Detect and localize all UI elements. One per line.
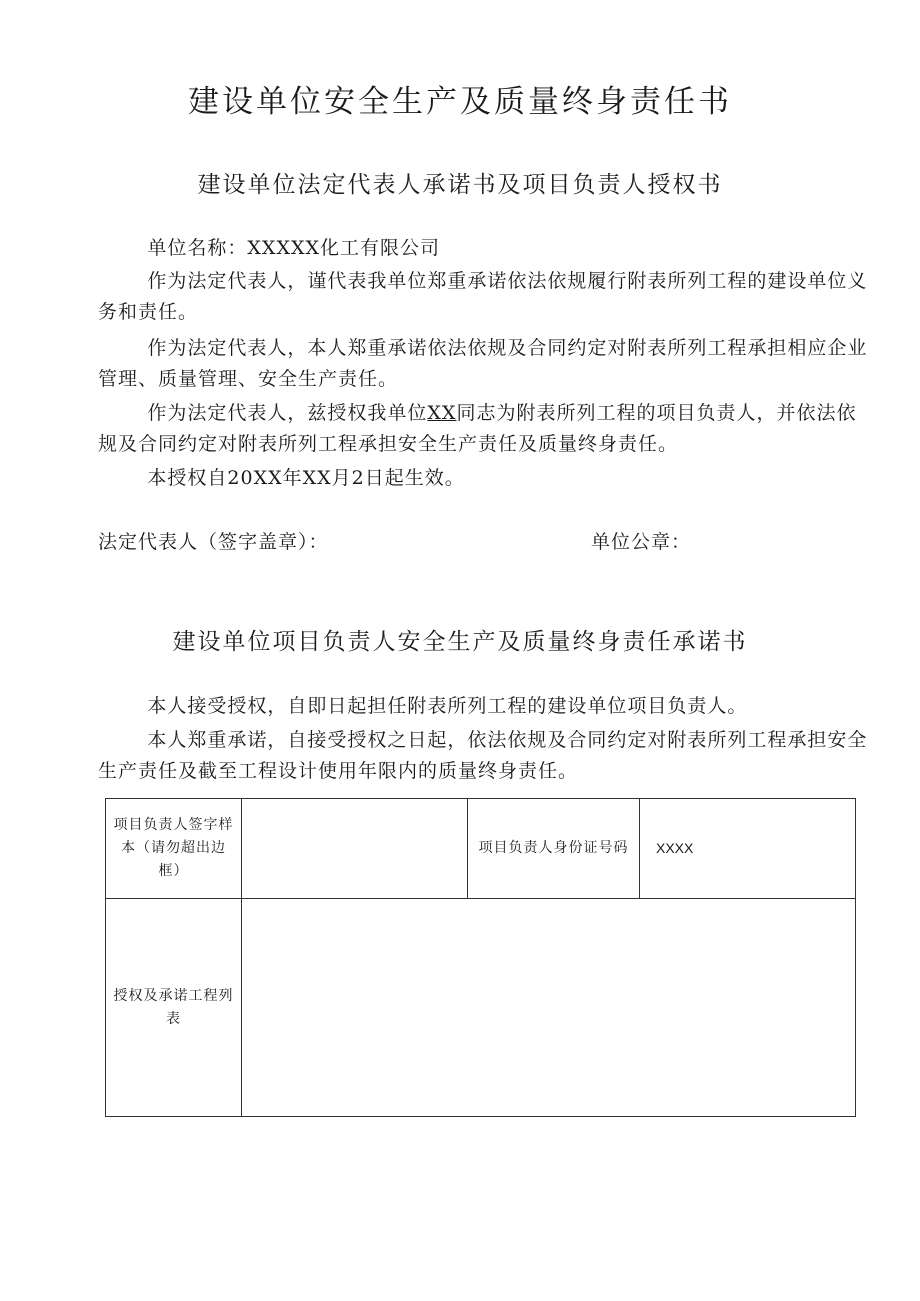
authorization-text-after: 同志为附表所列工程的项目负责人，并依法依规及合同约定对附表所列工程承担安全生产责任及质量终身责任。 [98,402,857,455]
signature-sample-field[interactable] [242,799,468,899]
signature-row [98,527,878,559]
signature-sample-label-cell [106,799,242,899]
id-number-value[interactable]: XXXX [640,799,856,899]
effective-date-paragraph: 本授权自20XX年XX月2日起生效。 [147,467,465,489]
authorization-text-before: 作为法定代表人，兹授权我单位 [147,402,428,424]
table-row [106,799,856,899]
authorized-person-name: XX [427,402,457,424]
legal-representative-signature-label: 法定代表人（签字盖章）： [98,531,329,553]
project-list-field[interactable] [242,899,856,1117]
section2-heading: 建设单位项目负责人安全生产及质量终身责任承诺书 [172,629,748,655]
table-row [106,899,856,1117]
acceptance-paragraph: 本人接受授权，自即日起担任附表所列工程的建设单位项目负责人。 [147,695,748,717]
signature-sample-label: 项目负责人签字样本（请勿超出边框） [113,817,234,879]
responsibility-form-table [105,798,856,1117]
responsibility-paragraph: 本人郑重承诺，自接受授权之日起，依法依规及合同约定对附表所列工程承担安全生产责任及截至工程设计使用年限内的质量终身责任。 [98,729,868,782]
id-number-label: 项目负责人身份证号码 [478,840,629,856]
commitment-paragraph-1: 作为法定代表人，谨代表我单位郑重承诺依法依规履行附表所列工程的建设单位义务和责任。 [98,270,868,323]
section1-heading: 建设单位法定代表人承诺书及项目负责人授权书 [197,172,723,198]
authorization-paragraph [98,398,873,460]
project-list-label: 授权及承诺工程列表 [113,987,234,1027]
document-title: 建设单位安全生产及质量终身责任书 [188,84,732,120]
unit-seal-label: 单位公章： [591,531,692,553]
unit-name: 单位名称：XXXXX化工有限公司 [147,237,441,259]
commitment-paragraph-2: 作为法定代表人，本人郑重承诺依法依规及合同约定对附表所列工程承担相应企业管理、质量管理、安全生产责任。 [98,337,868,390]
project-list-label-cell [106,899,242,1117]
id-number-label-cell [468,799,640,899]
